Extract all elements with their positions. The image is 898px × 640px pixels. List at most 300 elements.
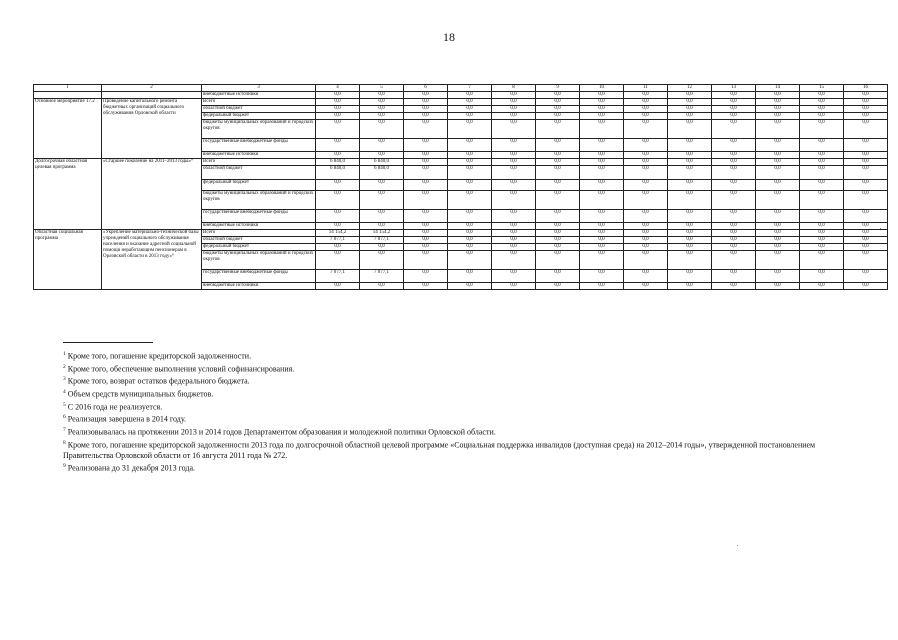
value-cell: 0,0	[404, 139, 448, 152]
value-cell: 0,0	[844, 251, 888, 270]
value-cell: 0,0	[536, 191, 580, 210]
value-cell: 0,0	[448, 159, 492, 166]
footnote-text: Реализовывалась на протяжении 2013 и 2014 годов Департаментом образования и молодежной политики Орловской области.	[65, 427, 496, 437]
value-cell: 0,0	[844, 106, 888, 113]
value-cell: 0,0	[536, 120, 580, 139]
value-cell: 0,0	[756, 230, 800, 237]
value-cell: 0,0	[448, 283, 492, 290]
value-cell: 0,0	[360, 152, 404, 159]
value-cell: 0,0	[536, 180, 580, 191]
value-cell: 0,0	[624, 223, 668, 230]
value-cell: 0,0	[756, 159, 800, 166]
table-row	[34, 230, 888, 237]
value-cell: 0,0	[536, 230, 580, 237]
column-header: 9	[536, 85, 580, 92]
value-cell: 0,0	[492, 139, 536, 152]
footnote-mark: 7	[63, 426, 66, 433]
value-cell: 0,0	[844, 270, 888, 283]
value-cell: 0,0	[668, 159, 712, 166]
value-cell: 0,0	[316, 92, 360, 99]
column-header: 8	[492, 85, 536, 92]
value-cell: 0,0	[492, 244, 536, 251]
value-cell: 0,0	[668, 113, 712, 120]
value-cell: 0,0	[536, 223, 580, 230]
value-cell: 0,0	[404, 244, 448, 251]
value-cell: 0,0	[580, 244, 624, 251]
column-header: 3	[202, 85, 316, 92]
value-cell: 0,0	[712, 113, 756, 120]
value-cell: 0,0	[712, 237, 756, 244]
value-cell: 0,0	[756, 106, 800, 113]
value-cell: 0,0	[580, 113, 624, 120]
value-cell: 0,0	[624, 92, 668, 99]
value-cell: 0,0	[316, 120, 360, 139]
value-cell: 0,0	[844, 92, 888, 99]
value-cell: 0,0	[800, 166, 844, 180]
value-cell: 0,0	[404, 230, 448, 237]
value-cell: 7 077,1	[316, 270, 360, 283]
value-cell: 0,0	[668, 251, 712, 270]
value-cell: 0,0	[712, 106, 756, 113]
column-header: 4	[316, 85, 360, 92]
value-cell: 0,0	[800, 159, 844, 166]
funding-source-cell: областной бюджет	[202, 166, 316, 180]
value-cell: 0,0	[800, 120, 844, 139]
value-cell: 0,0	[448, 191, 492, 210]
footnote-mark: 4	[63, 388, 66, 395]
value-cell: 0,0	[668, 99, 712, 106]
value-cell: 14 154,2	[316, 230, 360, 237]
value-cell: 14 154,2	[360, 230, 404, 237]
footnote-text: Кроме того, погашение кредиторской задолженности.	[65, 351, 252, 361]
value-cell: 0,0	[624, 159, 668, 166]
value-cell: 0,0	[360, 120, 404, 139]
value-cell: 0,0	[712, 180, 756, 191]
value-cell: 0,0	[712, 283, 756, 290]
value-cell: 0,0	[844, 152, 888, 159]
table-row	[34, 159, 888, 166]
value-cell: 0,0	[492, 251, 536, 270]
column-header: 13	[712, 85, 756, 92]
value-cell: 0,0	[624, 230, 668, 237]
funding-source-cell: внебюджетные источники	[202, 223, 316, 230]
value-cell: 0,0	[800, 283, 844, 290]
table-row	[34, 99, 888, 106]
value-cell: 0,0	[580, 159, 624, 166]
value-cell: 0,0	[492, 210, 536, 223]
value-cell: 0,0	[492, 191, 536, 210]
program-name-cell: «Укрепление материально-технической базы учреждений социального обслуживания населения и оказание адресной социальной помощи неработающим пенсионерам в Орловской области в 2013 году»⁹	[102, 230, 202, 290]
value-cell: 0,0	[580, 152, 624, 159]
value-cell: 0,0	[448, 92, 492, 99]
value-cell: 0,0	[844, 159, 888, 166]
program-name-cell: «Старшее поколение на 2011–2013 годы»⁹	[102, 159, 202, 230]
value-cell: 0,0	[492, 152, 536, 159]
value-cell: 0,0	[712, 92, 756, 99]
value-cell: 0,0	[448, 210, 492, 223]
column-header: 12	[668, 85, 712, 92]
value-cell: 0,0	[316, 223, 360, 230]
value-cell: 0,0	[448, 120, 492, 139]
value-cell: 0,0	[492, 120, 536, 139]
value-cell: 0,0	[404, 106, 448, 113]
column-header: 2	[102, 85, 202, 92]
value-cell: 7 077,1	[360, 270, 404, 283]
value-cell: 0,0	[536, 113, 580, 120]
table-row	[34, 92, 888, 99]
value-cell: 0,0	[360, 106, 404, 113]
footnote-mark: 2	[63, 363, 66, 370]
value-cell: 0,0	[580, 99, 624, 106]
footnote-item	[63, 374, 853, 387]
value-cell: 0,0	[756, 244, 800, 251]
value-cell: 0,0	[624, 237, 668, 244]
scan-speck	[737, 545, 738, 546]
value-cell: 0,0	[316, 251, 360, 270]
value-cell: 0,0	[492, 223, 536, 230]
value-cell: 0,0	[404, 210, 448, 223]
value-cell: 0,0	[844, 210, 888, 223]
value-cell: 0,0	[668, 92, 712, 99]
value-cell: 0,0	[844, 230, 888, 237]
column-header: 11	[624, 85, 668, 92]
value-cell: 0,0	[580, 92, 624, 99]
footnote-mark: 1	[63, 351, 66, 357]
value-cell: 0,0	[536, 92, 580, 99]
value-cell: 0,0	[800, 230, 844, 237]
funding-source-cell: бюджеты муниципальных образований и городских округов	[202, 120, 316, 139]
funding-source-cell: областной бюджет	[202, 106, 316, 113]
program-type-cell: Долгосрочная областная целевая программа	[34, 159, 102, 230]
column-header: 1	[34, 85, 102, 92]
value-cell: 0,0	[448, 99, 492, 106]
value-cell: 0,0	[844, 180, 888, 191]
value-cell: 0,0	[668, 191, 712, 210]
value-cell: 0,0	[668, 283, 712, 290]
funding-source-cell: государственные внебюджетные фонды	[202, 210, 316, 223]
value-cell: 0,0	[492, 270, 536, 283]
value-cell: 0,0	[800, 223, 844, 230]
program-name-cell	[102, 92, 202, 99]
value-cell: 0,0	[712, 270, 756, 283]
funding-source-cell: федеральный бюджет	[202, 113, 316, 120]
value-cell: 0,0	[448, 180, 492, 191]
value-cell: 0,0	[712, 152, 756, 159]
value-cell: 0,0	[668, 166, 712, 180]
value-cell: 0,0	[668, 210, 712, 223]
value-cell: 0,0	[800, 244, 844, 251]
value-cell: 0,0	[448, 270, 492, 283]
value-cell: 0,0	[800, 180, 844, 191]
value-cell: 0,0	[536, 106, 580, 113]
value-cell: 0,0	[404, 251, 448, 270]
value-cell: 0,0	[316, 244, 360, 251]
footnote-item	[63, 438, 853, 462]
value-cell: 0,0	[756, 152, 800, 159]
value-cell: 0,0	[668, 120, 712, 139]
value-cell: 0,0	[316, 180, 360, 191]
page-number: 18	[443, 30, 455, 44]
value-cell: 0,0	[580, 283, 624, 290]
value-cell: 0,0	[316, 210, 360, 223]
footnote-mark: 5	[63, 401, 66, 408]
value-cell: 0,0	[624, 152, 668, 159]
value-cell: 6 840,0	[360, 166, 404, 180]
value-cell: 0,0	[844, 223, 888, 230]
program-type-cell: Областная социальная программа	[34, 230, 102, 290]
value-cell: 0,0	[756, 223, 800, 230]
value-cell: 0,0	[536, 237, 580, 244]
value-cell: 0,0	[668, 139, 712, 152]
value-cell: 0,0	[668, 152, 712, 159]
value-cell: 0,0	[580, 237, 624, 244]
value-cell: 0,0	[712, 120, 756, 139]
value-cell: 0,0	[536, 159, 580, 166]
value-cell: 6 840,0	[360, 159, 404, 166]
value-cell: 0,0	[404, 270, 448, 283]
value-cell: 0,0	[404, 283, 448, 290]
value-cell: 0,0	[624, 166, 668, 180]
value-cell: 0,0	[668, 223, 712, 230]
footnote-divider	[63, 342, 153, 343]
value-cell: 0,0	[800, 237, 844, 244]
value-cell: 0,0	[712, 99, 756, 106]
value-cell: 0,0	[668, 244, 712, 251]
value-cell: 0,0	[844, 244, 888, 251]
value-cell: 0,0	[316, 139, 360, 152]
program-type-cell	[34, 92, 102, 99]
value-cell: 0,0	[580, 270, 624, 283]
value-cell: 0,0	[712, 191, 756, 210]
funding-source-cell: федеральный бюджет	[202, 244, 316, 251]
value-cell: 0,0	[712, 251, 756, 270]
value-cell: 0,0	[624, 283, 668, 290]
column-header: 7	[448, 85, 492, 92]
value-cell: 0,0	[800, 113, 844, 120]
value-cell: 0,0	[580, 139, 624, 152]
funding-source-cell: внебюджетные источники	[202, 152, 316, 159]
value-cell: 0,0	[404, 223, 448, 230]
footnote-item	[63, 387, 853, 400]
value-cell: 0,0	[492, 92, 536, 99]
value-cell: 0,0	[536, 139, 580, 152]
value-cell: 0,0	[668, 230, 712, 237]
value-cell: 0,0	[448, 230, 492, 237]
funding-source-cell: областной бюджет	[202, 237, 316, 244]
value-cell: 0,0	[756, 139, 800, 152]
value-cell: 0,0	[536, 152, 580, 159]
value-cell: 0,0	[448, 237, 492, 244]
value-cell: 0,0	[316, 99, 360, 106]
value-cell: 0,0	[800, 152, 844, 159]
footnote-text: Реализация завершена в 2014 году.	[65, 414, 187, 424]
funding-source-cell: бюджеты муниципальных образований и городских округов	[202, 251, 316, 270]
table-body	[34, 92, 888, 290]
value-cell: 0,0	[536, 244, 580, 251]
value-cell: 0,0	[404, 191, 448, 210]
footnote-item	[63, 400, 853, 413]
footnote-item	[63, 461, 853, 474]
value-cell: 0,0	[448, 113, 492, 120]
value-cell: 0,0	[316, 106, 360, 113]
value-cell: 0,0	[448, 251, 492, 270]
column-header: 5	[360, 85, 404, 92]
value-cell: 0,0	[404, 120, 448, 139]
program-name-cell: Проведение капитального ремонта бюджетных организаций социального обслуживания Орловской области	[102, 99, 202, 159]
column-header: 14	[756, 85, 800, 92]
value-cell: 0,0	[492, 159, 536, 166]
value-cell: 0,0	[624, 244, 668, 251]
funding-source-cell: Всего	[202, 99, 316, 106]
value-cell: 0,0	[404, 159, 448, 166]
footnote-mark: 3	[63, 376, 66, 383]
value-cell: 0,0	[668, 270, 712, 283]
value-cell: 0,0	[536, 283, 580, 290]
value-cell: 0,0	[404, 152, 448, 159]
value-cell: 6 840,0	[316, 159, 360, 166]
value-cell: 0,0	[800, 191, 844, 210]
value-cell: 0,0	[844, 191, 888, 210]
program-type-cell: Основное мероприятие 17.2	[34, 99, 102, 159]
value-cell: 0,0	[316, 283, 360, 290]
footnote-item	[63, 412, 853, 425]
value-cell: 0,0	[756, 251, 800, 270]
value-cell: 0,0	[624, 191, 668, 210]
footnote-item	[63, 362, 853, 375]
value-cell: 0,0	[404, 92, 448, 99]
value-cell: 0,0	[360, 244, 404, 251]
value-cell: 0,0	[492, 113, 536, 120]
value-cell: 0,0	[756, 210, 800, 223]
value-cell: 0,0	[360, 223, 404, 230]
value-cell: 0,0	[492, 106, 536, 113]
funding-source-cell: Всего	[202, 230, 316, 237]
funding-source-cell: федеральный бюджет	[202, 180, 316, 191]
value-cell: 0,0	[668, 106, 712, 113]
value-cell: 0,0	[580, 120, 624, 139]
value-cell: 0,0	[404, 237, 448, 244]
value-cell: 0,0	[316, 191, 360, 210]
value-cell: 0,0	[712, 139, 756, 152]
scan-speck	[880, 228, 881, 229]
funding-source-cell: внебюджетные источники	[202, 283, 316, 290]
value-cell: 0,0	[756, 283, 800, 290]
column-header: 10	[580, 85, 624, 92]
value-cell: 0,0	[536, 166, 580, 180]
value-cell: 0,0	[800, 210, 844, 223]
footnotes-list	[63, 349, 853, 474]
value-cell: 0,0	[756, 237, 800, 244]
value-cell: 0,0	[756, 99, 800, 106]
value-cell: 0,0	[580, 180, 624, 191]
funding-source-cell: бюджеты муниципальных образований и городских округов	[202, 191, 316, 210]
value-cell: 7 077,1	[360, 237, 404, 244]
footnote-text: Реализована до 31 декабря 2013 года.	[65, 463, 196, 473]
value-cell: 0,0	[712, 230, 756, 237]
value-cell: 0,0	[492, 283, 536, 290]
value-cell: 0,0	[580, 191, 624, 210]
value-cell: 0,0	[668, 237, 712, 244]
value-cell: 0,0	[624, 99, 668, 106]
value-cell: 0,0	[844, 283, 888, 290]
footnote-text: Кроме того, погашение кредиторской задолженности 2013 года по долгосрочной областной целевой программе «Социальная поддержка инвалидов (доступная среда) на 2012–2014 годы», утвержденной постановлением Правительства Орловской области от 16 августа 2011 года № 272.	[63, 440, 816, 461]
value-cell: 0,0	[800, 99, 844, 106]
value-cell: 0,0	[360, 210, 404, 223]
value-cell: 0,0	[580, 223, 624, 230]
value-cell: 0,0	[800, 251, 844, 270]
value-cell: 0,0	[360, 92, 404, 99]
value-cell: 0,0	[712, 210, 756, 223]
value-cell: 0,0	[360, 180, 404, 191]
value-cell: 0,0	[360, 251, 404, 270]
value-cell: 0,0	[800, 106, 844, 113]
value-cell: 0,0	[404, 180, 448, 191]
value-cell: 0,0	[316, 113, 360, 120]
value-cell: 0,0	[448, 223, 492, 230]
footnote-item	[63, 425, 853, 438]
value-cell: 0,0	[404, 99, 448, 106]
value-cell: 0,0	[756, 120, 800, 139]
value-cell: 0,0	[360, 139, 404, 152]
column-header: 15	[800, 85, 844, 92]
value-cell: 0,0	[536, 251, 580, 270]
value-cell: 0,0	[360, 99, 404, 106]
value-cell: 0,0	[492, 230, 536, 237]
value-cell: 0,0	[844, 166, 888, 180]
value-cell: 0,0	[756, 191, 800, 210]
funding-source-cell: Всего	[202, 159, 316, 166]
value-cell: 0,0	[492, 180, 536, 191]
value-cell: 0,0	[404, 113, 448, 120]
value-cell: 7 077,1	[316, 237, 360, 244]
value-cell: 0,0	[448, 166, 492, 180]
value-cell: 0,0	[580, 210, 624, 223]
header-row	[34, 85, 888, 92]
funding-source-cell: государственные внебюджетные фонды	[202, 139, 316, 152]
value-cell: 0,0	[316, 152, 360, 159]
value-cell: 0,0	[580, 230, 624, 237]
value-cell: 0,0	[844, 139, 888, 152]
value-cell: 0,0	[756, 92, 800, 99]
value-cell: 0,0	[448, 244, 492, 251]
footnote-mark: 8	[63, 439, 66, 446]
value-cell: 0,0	[360, 283, 404, 290]
value-cell: 0,0	[580, 106, 624, 113]
value-cell: 0,0	[756, 166, 800, 180]
footnote-mark: 9	[63, 463, 66, 470]
value-cell: 0,0	[492, 237, 536, 244]
footnote-item	[63, 349, 853, 362]
value-cell: 0,0	[712, 223, 756, 230]
value-cell: 0,0	[800, 92, 844, 99]
value-cell: 0,0	[844, 237, 888, 244]
value-cell: 0,0	[360, 191, 404, 210]
value-cell: 0,0	[624, 120, 668, 139]
footnote-text: Кроме того, обеспечение выполнения условий софинансирования.	[65, 364, 295, 374]
value-cell: 0,0	[756, 113, 800, 120]
value-cell: 0,0	[844, 120, 888, 139]
value-cell: 0,0	[448, 106, 492, 113]
footnote-mark: 6	[63, 414, 66, 421]
value-cell: 0,0	[448, 152, 492, 159]
value-cell: 0,0	[624, 270, 668, 283]
funding-source-cell: внебюджетные источники	[202, 92, 316, 99]
funding-source-cell: государственные внебюджетные фонды	[202, 270, 316, 283]
value-cell: 0,0	[492, 166, 536, 180]
value-cell: 0,0	[844, 113, 888, 120]
value-cell: 0,0	[844, 99, 888, 106]
value-cell: 0,0	[536, 99, 580, 106]
